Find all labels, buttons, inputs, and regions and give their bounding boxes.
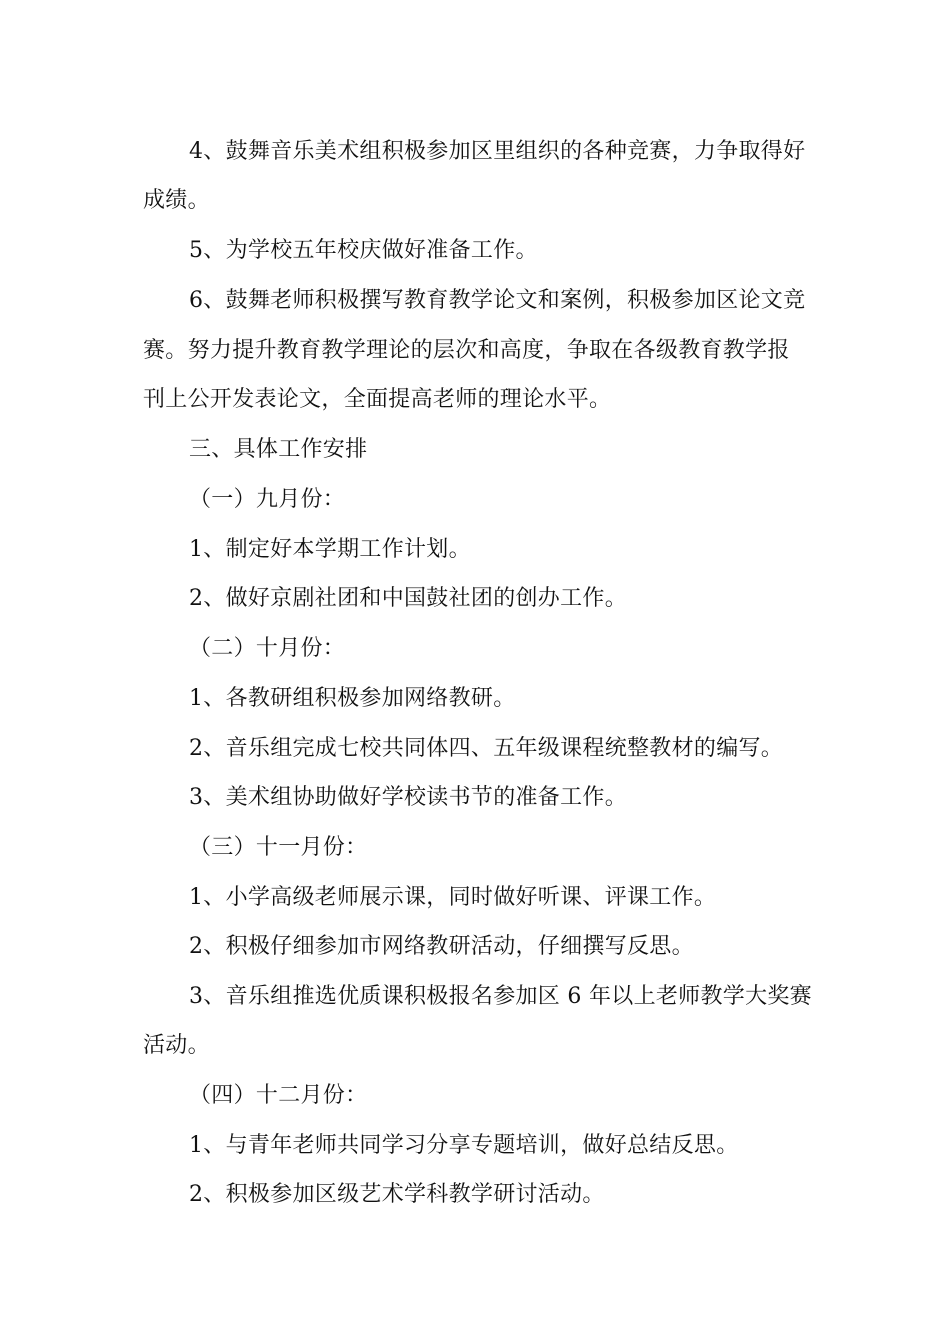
list-item: 3、音乐组推选优质课积极报名参加区 6 年以上老师教学大奖赛 xyxy=(189,984,812,1009)
list-item: 2、做好京剧社团和中国鼓社团的创办工作。 xyxy=(189,586,627,611)
month-heading-october: （二）十月份： xyxy=(189,636,346,661)
paragraph-goal-6-line-2: 赛。努力提升教育教学理论的层次和高度，争取在各级教育教学报 xyxy=(143,338,790,363)
list-item: 2、积极参加区级艺术学科教学研讨活动。 xyxy=(189,1182,605,1207)
paragraph-goal-4-line-1: 4、鼓舞音乐美术组积极参加区里组织的各种竞赛，力争取得好 xyxy=(189,139,806,164)
list-item: 1、各教研组积极参加网络教研。 xyxy=(189,686,516,711)
list-item: 1、与青年老师共同学习分享专题培训，做好总结反思。 xyxy=(189,1133,739,1158)
list-item: 2、积极仔细参加市网络教研活动，仔细撰写反思。 xyxy=(189,934,694,959)
paragraph-goal-5: 5、为学校五年校庆做好准备工作。 xyxy=(189,238,538,263)
section-heading-work-arrangement: 三、具体工作安排 xyxy=(189,437,368,462)
list-item-continuation: 活动。 xyxy=(143,1033,210,1058)
list-item: 3、美术组协助做好学校读书节的准备工作。 xyxy=(189,785,627,810)
month-heading-november: （三）十一月份： xyxy=(189,835,368,860)
month-heading-september: （一）九月份： xyxy=(189,487,346,512)
paragraph-goal-6-line-1: 6、鼓舞老师积极撰写教育教学论文和案例，积极参加区论文竞 xyxy=(189,288,806,313)
list-item: 1、制定好本学期工作计划。 xyxy=(189,537,471,562)
list-item: 2、音乐组完成七校共同体四、五年级课程统整教材的编写。 xyxy=(189,736,784,761)
month-heading-december: （四）十二月份： xyxy=(189,1083,368,1108)
paragraph-goal-6-line-3: 刊上公开发表论文，全面提高老师的理论水平。 xyxy=(143,387,612,412)
paragraph-goal-4-line-2: 成绩。 xyxy=(143,188,210,213)
list-item: 1、小学高级老师展示课，同时做好听课、评课工作。 xyxy=(189,885,717,910)
